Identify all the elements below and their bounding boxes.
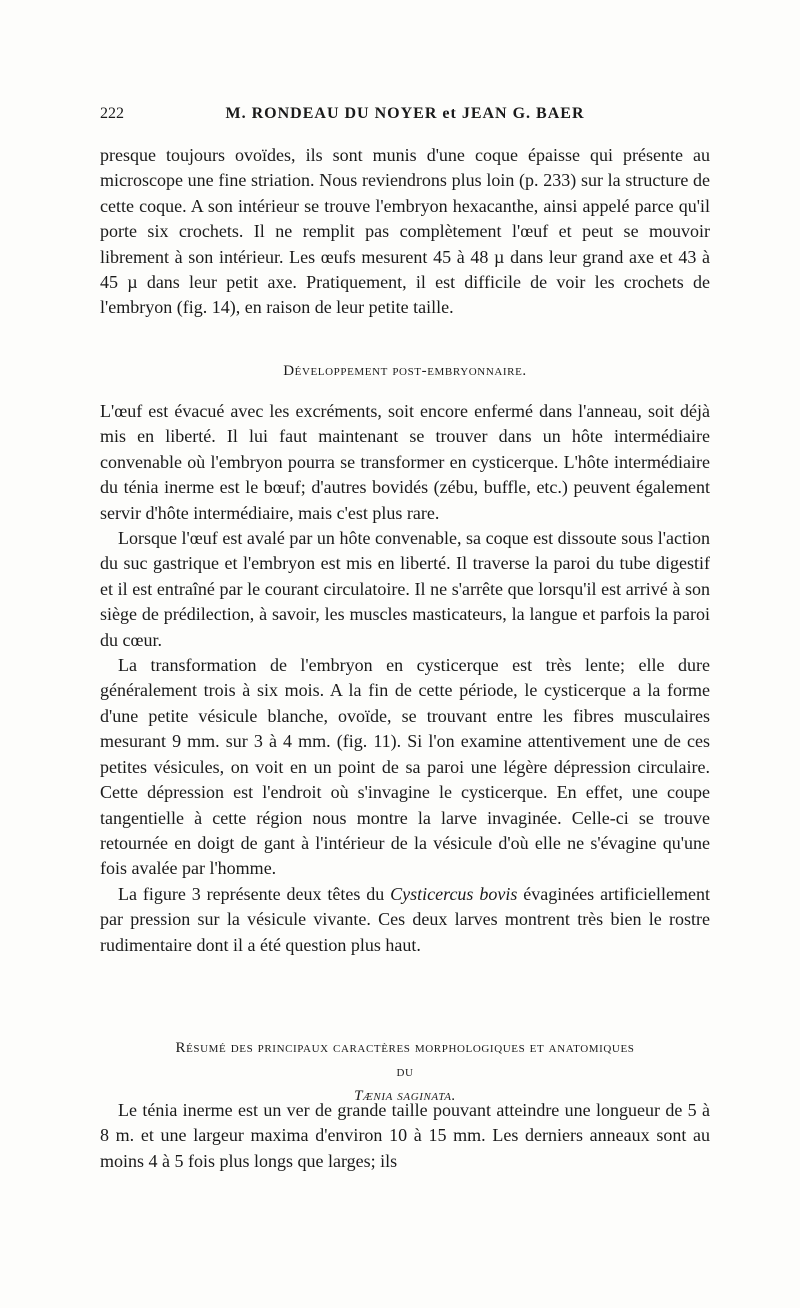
paragraph [100,882,710,958]
page-number: 222 [100,105,124,122]
species-name: Cysticercus bovis [390,883,518,904]
running-title: M. RONDEAU DU NOYER et JEAN G. BAER [225,105,585,122]
heading-line: Résumé des principaux caractères morphologiques et anatomiques [175,1040,635,1056]
paragraph: La transformation de l'embryon en cysticerque est très lente; elle dure généralement trois à six mois. A la fin de cette période, le cysticerque a la forme d'une petite vésicule blanche, ovoïde, se trouvant entre les fibres musculaires mesurant 9 mm. sur 3 à 4 mm. (fig. 11). Si l'on examine attentivement une de ces petites vésicules, on voit en un point de sa paroi une légère dépression circulaire. Cette dépression est l'endroit où s'invagine le cysticerque. En effet, une coupe tangentielle à cette région nous montre la larve invaginée. Celle-ci se trouve retournée en doigt de gant à l'intérieur de la vésicule d'où elle ne s'évagine qu'une fois avalée par l'homme. [100,655,710,879]
text-block-development [100,399,710,958]
paragraph-text: évaginées artificiellement par pression sur la vésicule vivante. Ces deux larves montrent très bien le rostre rudimentaire dont il a été question plus haut. [100,883,711,955]
paragraph: Lorsque l'œuf est avalé par un hôte convenable, sa coque est dissoute sous l'action du suc gastrique et l'embryon est mis en liberté. Il traverse la paroi du tube digestif et il est entraîné par le courant circulatoire. Il ne s'arrête que lorsqu'il est arrivé à son siège de prédilection, à savoir, les muscles masticateurs, la langue et parfois la paroi du cœur. [100,528,710,650]
paragraph: L'œuf est évacué avec les excréments, soit encore enfermé dans l'anneau, soit déjà mis en liberté. Il lui faut maintenant se trouver dans un hôte intermédiaire convenable où l'embryon pourra se transformer en cysticerque. L'hôte intermédiaire du ténia inerme est le bœuf; d'autres bovidés (zébu, buffle, etc.) peuvent également servir d'hôte intermédiaire, mais c'est plus rare. [100,401,710,523]
text-block-summary [100,1098,710,1174]
section-heading: Développement post-embryonnaire. [283,363,527,379]
heading-prefix: du [396,1064,414,1080]
species-name: Tænia saginata. [354,1088,456,1104]
running-header [100,104,710,124]
paragraph: presque toujours ovoïdes, ils sont munis d'une coque épaisse qui présente au microscope une fine striation. Nous reviendrons plus loin (p. 233) sur la structure de cette coque. A son intérieur se trouve l'embryon hexacanthe, ainsi appelé parce qu'il porte six crochets. Il ne remplit pas complètement l'œuf et peut se mouvoir librement à son intérieur. Les œufs mesurent 45 à 48 µ dans leur grand axe et 43 à 45 µ dans leur petit axe. Pratiquement, il est difficile de voir les crochets de l'embryon (fig. 14), en raison de leur petite taille. [100,145,710,318]
paragraph-text: La figure 3 représente deux têtes du [118,883,391,904]
paragraph: Le ténia inerme est un ver de grande taille pouvant atteindre une longueur de 5 à 8 m. et une largeur maxima d'environ 10 à 15 mm. Les derniers anneaux sont au moins 4 à 5 fois plus longs que larges; ils [100,1100,710,1171]
text-block-opening [100,143,710,321]
